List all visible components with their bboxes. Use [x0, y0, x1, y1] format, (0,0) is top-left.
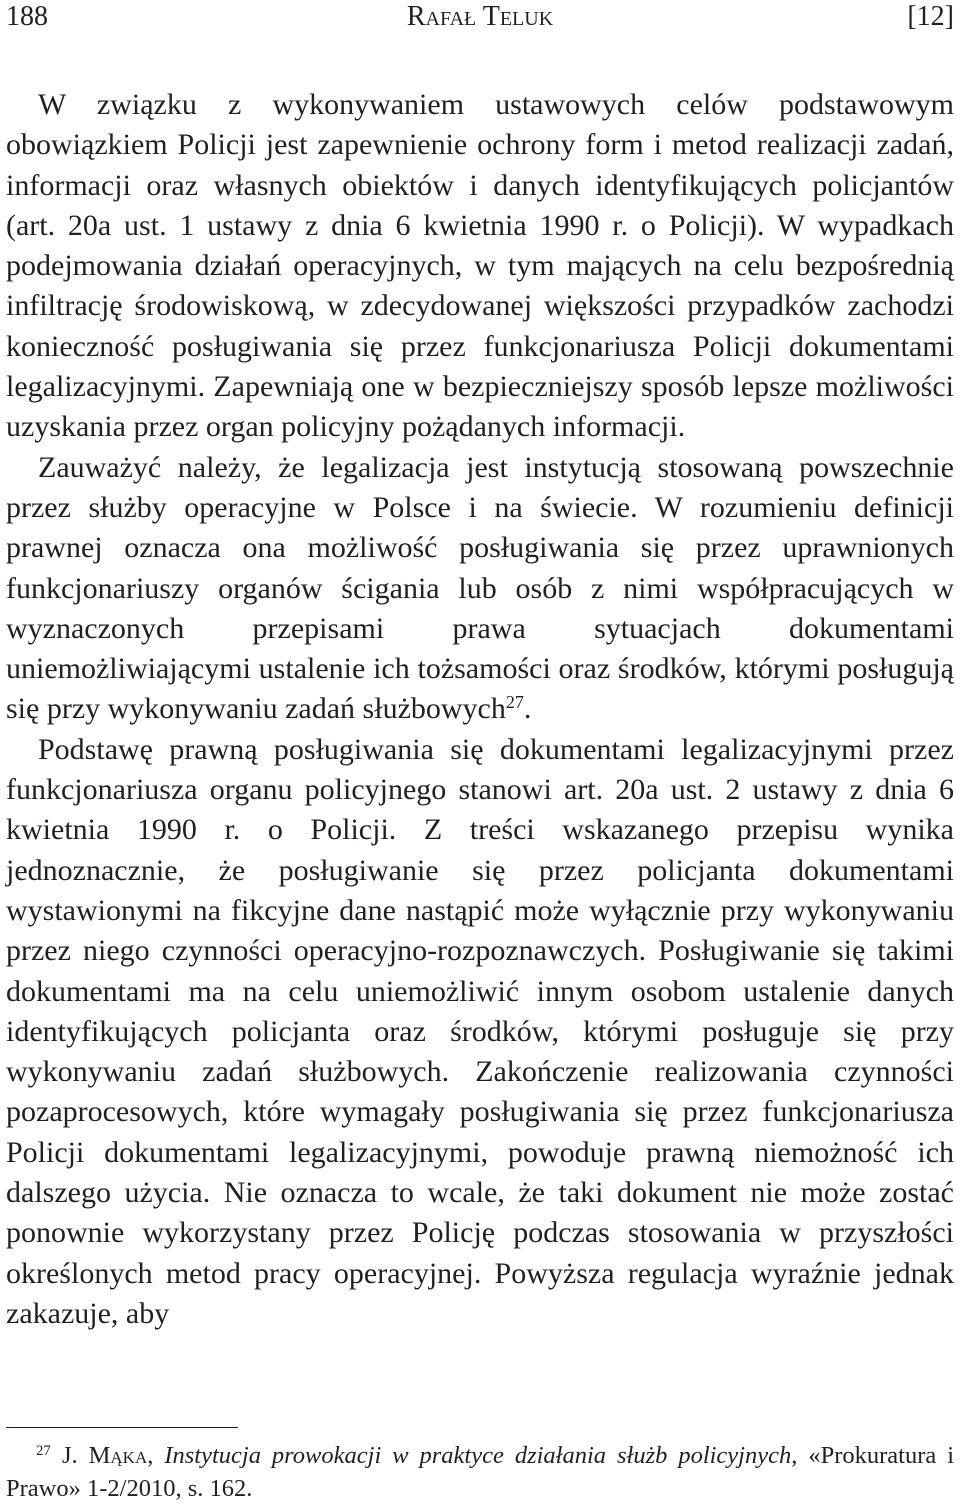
- paragraph-2-text: Zauważyć należy, że legalizacja jest instytucją stosowaną powszechnie przez służby operacyjne w Polsce i na świecie. W rozumieniu definicji prawnej oznacza ona możliwość posługiwania się przez uprawnionych funkcjonariuszy organów ścigania lub osób z nimi współpracujących w wyznaczonych przepisami prawa sytuacjach dokumentami uniemożliwiającymi ustalenie ich tożsamości oraz środków, którymi posługują się przy wykonywaniu zadań służbowych: [6, 450, 954, 726]
- footnote-source: , «Prokuratura i Prawo» 1-2/2010, s. 162.: [6, 1442, 955, 1502]
- paragraph-3: [6, 730, 954, 1334]
- paragraph-2-tail: .: [523, 692, 532, 726]
- footnote-separator-text: ,: [147, 1442, 165, 1469]
- footnote-separator: [6, 1427, 238, 1428]
- main-text: [6, 85, 954, 1334]
- footnote-reference: 27: [505, 692, 524, 713]
- paragraph-1: W związku z wykonywaniem ustawowych celów podstawowym obowiązkiem Policji jest zapewnienie ochrony form i metod realizacji zadań, informacji oraz własnych obiektów i danych identyfikujących policjantów (art. 20a ust. 1 ustawy z dnia 6 kwietnia 1990 r. o Policji). W wypadkach podejmowania działań operacyjnych, w tym mających na celu bezpośrednią infiltrację środowiskową, w zdecydowanej większości przypadków zachodzi konieczność posługiwania się przez funkcjonariusza Policji dokumentami legalizacyjnymi. Zapewniają one w bezpieczniejszy sposób lepsze możliwości uzyskania przez organ policyjny pożądanych informacji.: [6, 88, 954, 444]
- paragraph-2: [6, 448, 954, 730]
- page-number: 188: [6, 1, 48, 32]
- running-header-author: Rafał Teluk: [406, 1, 554, 32]
- paragraph-3-text: Podstawę prawną posługiwania się dokumentami legalizacyjnymi przez funkcjonariusza organu policyjnego stanowi art. 20a ust. 2 ustawy z dnia 6 kwietnia 1990 r. o Policji. Z treści wskazanego przepisu wynika jednoznacznie, że posługiwanie się przez policjanta dokumentami wystawionymi na fikcyjne dane nastąpić może wyłącznie przy wykonywaniu przez niego czynności operacyjno-rozpoznawczych. Posługiwanie się takimi dokumentami ma na celu uniemożliwić innym osobom ustalenie danych identyfikujących policjanta oraz środków, którymi posługuje się przy wykonywaniu zadań służbowych. Zakończenie realizowania czynności pozaprocesowych, które wymagały posługiwania się przez funkcjonariusza Policji dokumentami legalizacyjnymi, powoduje prawną niemożność ich dalszego użycia. Nie oznacza to wcale, że taki dokument nie może zostać ponownie wykorzystany przez Policję podczas stosowania w przyszłości określonych metod pracy operacyjnej. Powyższa regulacja wyraźnie jednak zakazuje, aby: [6, 732, 954, 1330]
- footnote-author: J. Mąka: [62, 1442, 148, 1469]
- section-number: [12]: [907, 1, 954, 32]
- running-header: [6, 0, 954, 34]
- footnote: 27 J. Mąka, Instytucja prowokacji w praktyce działania służb policyjnych, «Prokuratura i Prawo» 1-2/2010, s. 162.: [6, 1442, 955, 1502]
- footnote-title: Instytucja prowokacji w praktyce działania służb policyjnych: [164, 1442, 792, 1469]
